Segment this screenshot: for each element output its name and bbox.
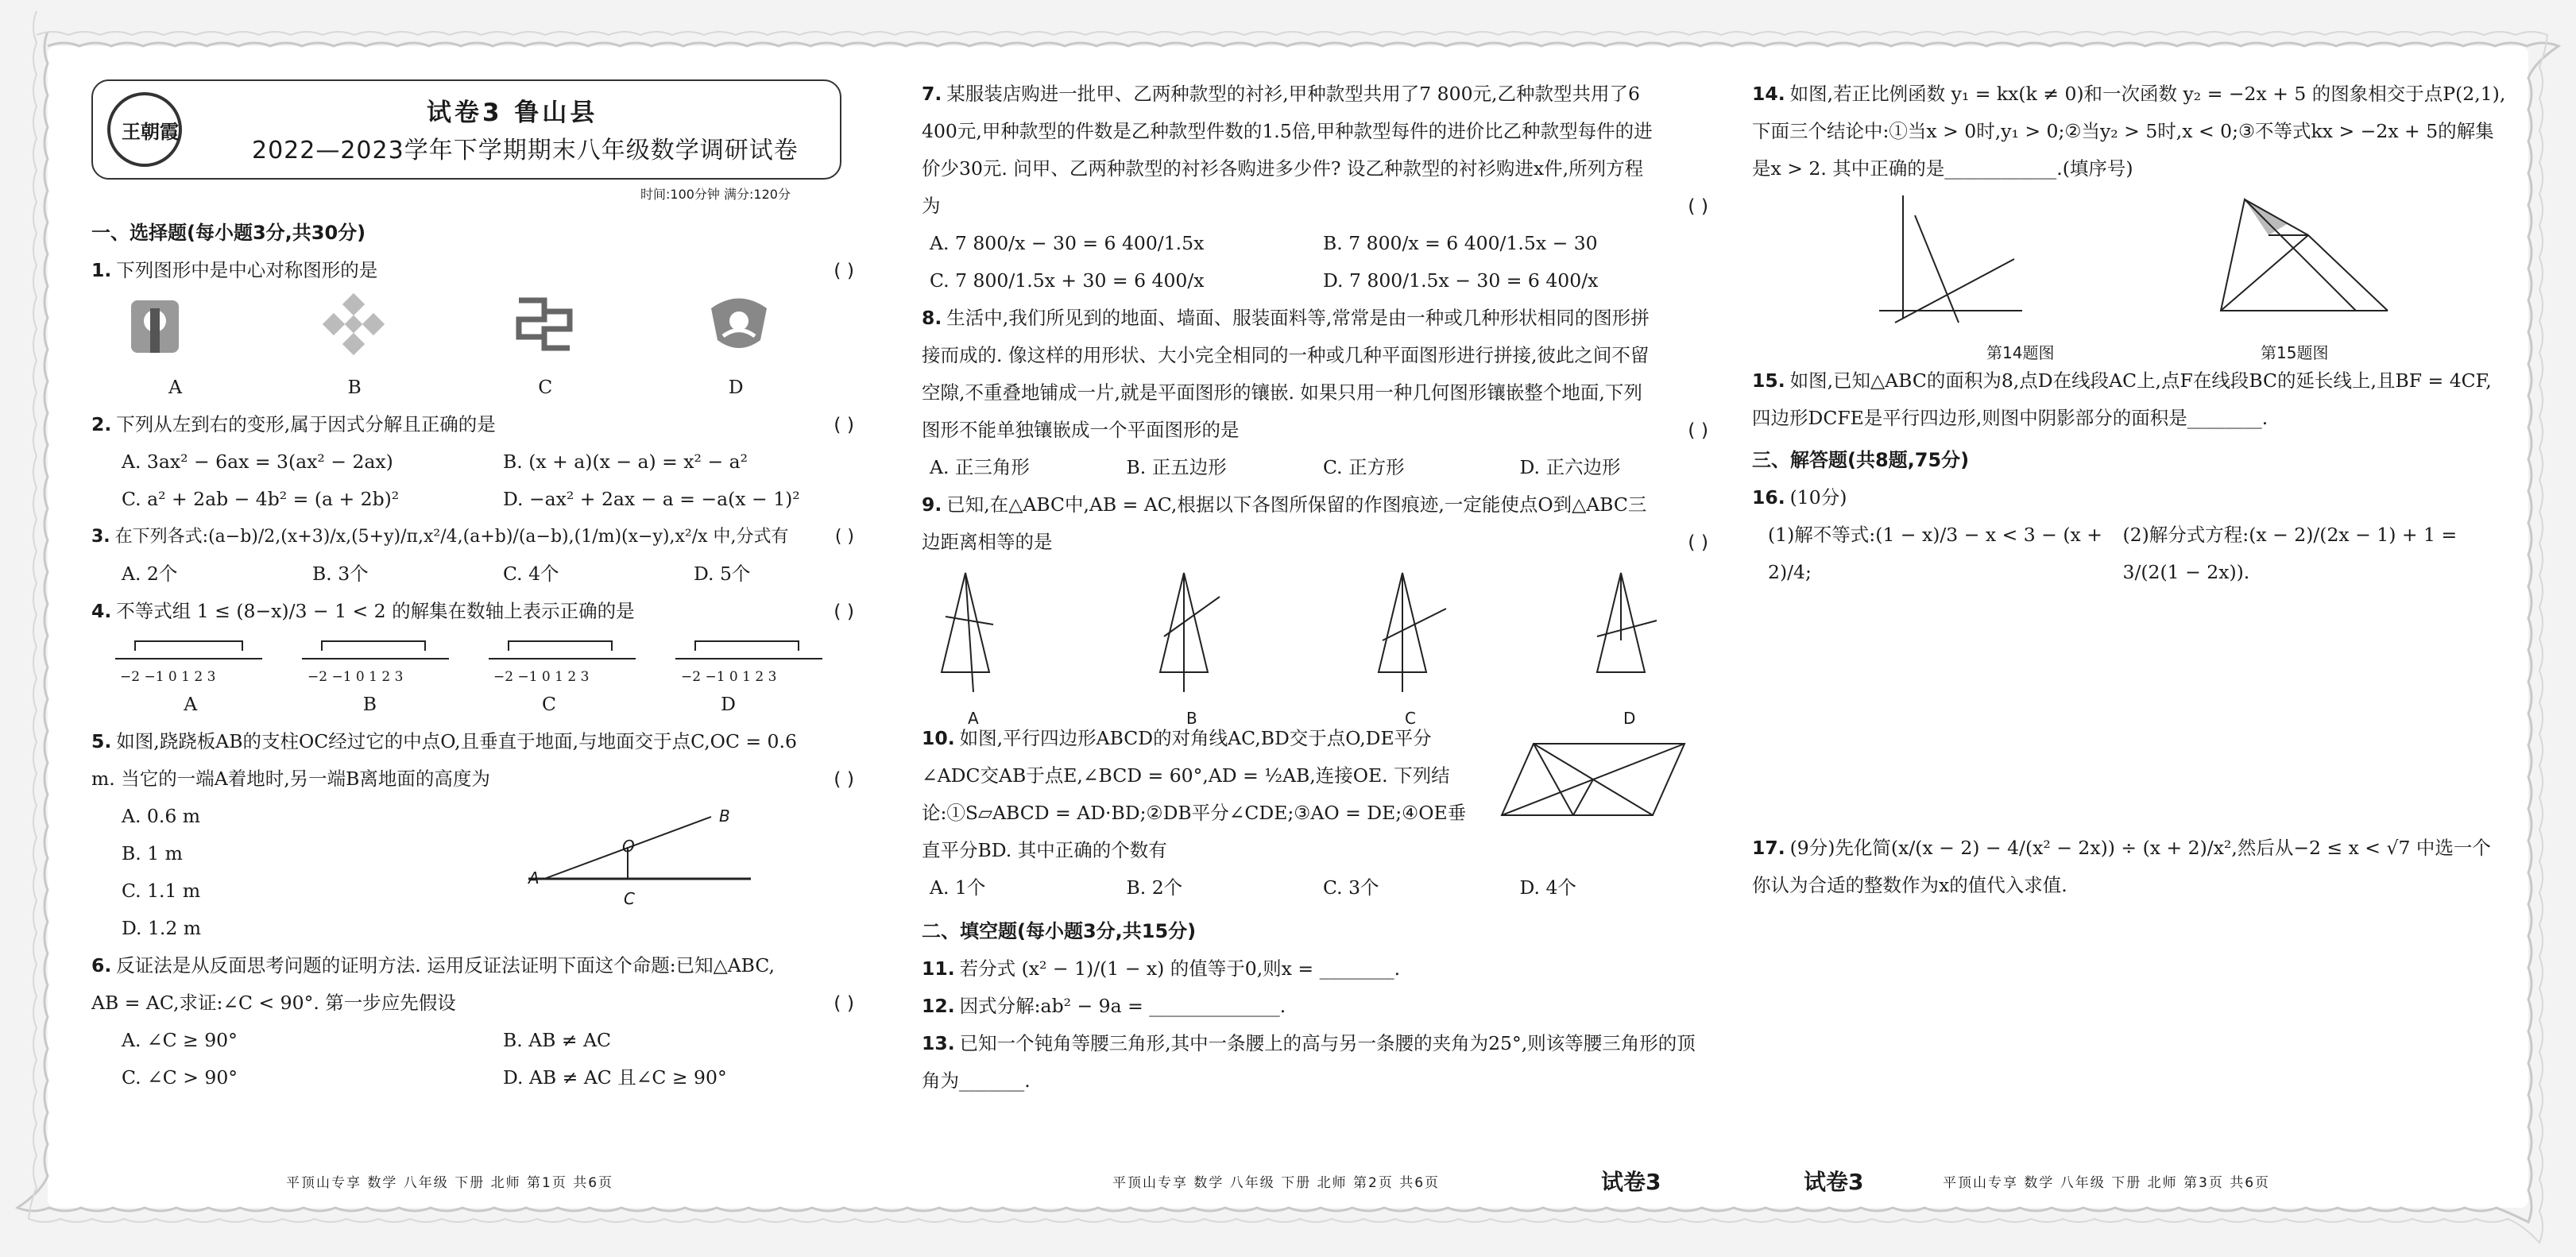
q3-text: 在下列各式:(a−b)/2,(x+3)/x,(5+y)/π,x²/4,(a+b)/(a−b),(1/m)(x−y),x²/x 中,分式有 bbox=[114, 527, 789, 547]
q6-text: 反证法是从反面思考问题的证明方法. 运用反证法证明下面这个命题:已知△ABC, AB = AC,求证:∠C < 90°. 第一步应先假设 bbox=[91, 954, 775, 1014]
parallelogram-figure bbox=[1494, 736, 1692, 831]
q7-option-c: C. 7 800/1.5x + 30 = 6 400/x bbox=[930, 269, 1205, 292]
figure-a-icon bbox=[123, 292, 187, 356]
q8-options bbox=[922, 449, 1708, 486]
q4-ticks-a: −2 −1 0 1 2 3 bbox=[120, 669, 216, 685]
question-7: 7. 某服装店购进一批甲、乙两种款型的衬衫,甲种款型共用了7 800元,乙种款型共用了6 400元,甲种款型的件数是乙种款型件数的1.5倍,甲种款型每件的进价比乙种款型每件的进价少30元. 问甲、乙两种款型的衬衫各购进多少件? 设乙种款型的衬衫购进x件,所列方程为 ( ) bbox=[922, 75, 1708, 225]
q2-option-c: C. a² + 2ab − 4b² = (a + 2b)² bbox=[122, 488, 400, 510]
q5-option-d: D. 1.2 m bbox=[122, 917, 202, 939]
question-16: 16. (10分) bbox=[1752, 486, 1847, 509]
q9-text: 已知,在△ABC中,AB = AC,根据以下各图所保留的作图痕迹,一定能使点O到△ABC三边距离相等的是 bbox=[922, 493, 1647, 553]
fig-label-a: A bbox=[528, 868, 540, 888]
q6-option-d: D. AB ≠ AC 且∠C ≥ 90° bbox=[503, 1066, 727, 1089]
q3-option-c: C. 4个 bbox=[503, 563, 559, 585]
answer-space bbox=[1752, 591, 2507, 830]
footer-page-3: 平顶山专享 数学 八年级 下册 北师 第3页 共6页 bbox=[1943, 1175, 2271, 1191]
figure-c-icon bbox=[512, 292, 576, 356]
answer-bracket: ( ) bbox=[834, 600, 854, 622]
seal-text: 王朝霞 bbox=[122, 120, 179, 143]
q9-label-d: D bbox=[1623, 709, 1636, 728]
q10-option-b: B. 2个 bbox=[1126, 876, 1183, 899]
section-1-title: 一、选择题(每小题3分,共30分) bbox=[91, 222, 366, 244]
q1-label-c: C bbox=[538, 376, 553, 398]
question-11: 11. 若分式 (x² − 1)/(1 − x) 的值等于0,则x = ________. bbox=[922, 957, 1401, 980]
q8-option-d: D. 正六边形 bbox=[1519, 456, 1621, 478]
question-5: 5. 如图,跷跷板AB的支柱OC经过它的中点O,且垂直于地面,与地面交于点C,OC = 0.6 m. 当它的一端A着地时,另一端B离地面的高度为 ( ) bbox=[91, 723, 854, 798]
q8-option-b: B. 正五边形 bbox=[1126, 456, 1227, 478]
q2-option-d: D. −ax² + 2ax − a = −a(x − 1)² bbox=[503, 488, 800, 510]
q9-figures bbox=[922, 561, 1708, 728]
q4-label-b: B bbox=[362, 693, 377, 715]
answer-bracket: ( ) bbox=[1688, 195, 1708, 217]
q5-block bbox=[91, 798, 854, 947]
footer-exam-label-3: 试卷3 bbox=[1804, 1169, 1864, 1195]
q6-option-a: A. ∠C ≥ 90° bbox=[122, 1029, 238, 1051]
q9-label-c: C bbox=[1405, 709, 1416, 728]
q8-option-c: C. 正方形 bbox=[1323, 456, 1405, 478]
question-9: 9. 已知,在△ABC中,AB = AC,根据以下各图所保留的作图痕迹,一定能使点O到△ABC三边距离相等的是 ( ) bbox=[922, 486, 1708, 561]
fig-label-b: B bbox=[719, 806, 730, 826]
q10-option-d: D. 4个 bbox=[1519, 876, 1576, 899]
q5-option-c: C. 1.1 m bbox=[122, 880, 201, 902]
q7-option-b: B. 7 800/x = 6 400/1.5x − 30 bbox=[1323, 232, 1598, 254]
question-3: 3. 在下列各式:(a−b)/2,(x+3)/x,(5+y)/π,x²/4,(a+b)/(a−b),(1/m)(x−y),x²/x 中,分式有 ( ) bbox=[91, 518, 854, 555]
q4-ticks-c: −2 −1 0 1 2 3 bbox=[493, 669, 590, 685]
q5-option-b: B. 1 m bbox=[122, 842, 183, 864]
q9-label-b: B bbox=[1186, 709, 1197, 728]
q8-text: 生活中,我们所见到的地面、墙面、服装面料等,常常是由一种或几种形状相同的图形拼接而成的. 像这样的用形状、大小完全相同的一种或几种平面图形进行拼接,彼此之间不留空隙,不重叠地铺成一片,就是平面图形的镶嵌. 如果只用一种几何图形镶嵌整个地面,下列图形不能单独镶嵌成一个平面图形的是 bbox=[922, 307, 1650, 441]
footer-page-2: 平顶山专享 数学 八年级 下册 北师 第2页 共6页 bbox=[1112, 1175, 1441, 1191]
answer-bracket: ( ) bbox=[834, 259, 854, 281]
q7-option-a: A. 7 800/x − 30 = 6 400/1.5x bbox=[930, 232, 1205, 254]
question-10: 10. 如图,平行四边形ABCD的对角线AC,BD交于点O,DE平分∠ADC交AB于点E,∠BCD = 60°,AD = ½AB,连接OE. 下列结论:①S▱ABCD = AD·BD;②DB平分∠CDE;③AO = DE;④OE垂直平分BD. 其中正确的个数有 bbox=[922, 720, 1708, 869]
question-4: 4. 不等式组 1 ≤ (8−x)/3 − 1 < 2 的解集在数轴上表示正确的是 ( ) bbox=[91, 593, 854, 630]
q8-option-a: A. 正三角形 bbox=[930, 456, 1030, 478]
q16-part-1: (1)解不等式:(1 − x)/3 − x < 3 − (x + 2)/4; bbox=[1768, 524, 2102, 583]
section-2-title: 二、填空题(每小题3分,共15分) bbox=[922, 920, 1197, 942]
exam-header bbox=[91, 79, 841, 180]
q6-options bbox=[91, 1022, 854, 1096]
question-6: 6. 反证法是从反面思考问题的证明方法. 运用反证法证明下面这个命题:已知△ABC, AB = AC,求证:∠C < 90°. 第一步应先假设 ( ) bbox=[91, 947, 854, 1022]
exam-meta: 时间:100分钟 满分:120分 bbox=[640, 187, 791, 202]
q1-label-a: A bbox=[168, 376, 183, 398]
fig-label-c: C bbox=[624, 889, 635, 908]
q12-text: 因式分解:ab² − 9a = ______________. bbox=[959, 995, 1286, 1017]
q10-option-c: C. 3个 bbox=[1323, 876, 1379, 899]
q1-figures bbox=[91, 289, 854, 369]
q13-text: 已知一个钝角等腰三角形,其中一条腰上的高与另一条腰的夹角为25°,则该等腰三角形的顶角为_______. bbox=[922, 1032, 1696, 1092]
q4-label-a: A bbox=[184, 693, 198, 715]
q16-parts bbox=[1752, 516, 2507, 591]
q7-options bbox=[922, 225, 1708, 300]
answer-bracket: ( ) bbox=[1688, 531, 1708, 553]
construction-figures bbox=[922, 561, 1708, 696]
q4-ticks-b: −2 −1 0 1 2 3 bbox=[307, 669, 404, 685]
fig14-caption: 第14题图 bbox=[1986, 343, 2055, 362]
q3-option-a: A. 2个 bbox=[122, 563, 178, 585]
footer-exam-label-2: 试卷3 bbox=[1601, 1169, 1661, 1195]
section-3-title: 三、解答题(共8题,75分) bbox=[1752, 449, 1970, 471]
q1-label-d: D bbox=[728, 376, 744, 398]
q10-option-a: A. 1个 bbox=[930, 876, 986, 899]
school-seal-logo bbox=[107, 92, 182, 167]
q5-option-a: A. 0.6 m bbox=[122, 805, 201, 827]
fig15-caption: 第15题图 bbox=[2261, 343, 2329, 362]
question-1: 1. 下列图形中是中心对称图形的是 ( ) bbox=[91, 252, 854, 289]
q5-text: 如图,跷跷板AB的支柱OC经过它的中点O,且垂直于地面,与地面交于点C,OC = 0.6 m. 当它的一端A着地时,另一端B离地面的高度为 bbox=[91, 730, 797, 790]
column-3 bbox=[1752, 75, 2507, 904]
figure-b-icon bbox=[318, 292, 389, 356]
q6-option-b: B. AB ≠ AC bbox=[503, 1029, 612, 1051]
q15-text: 如图,已知△ABC的面积为8,点D在线段AC上,点F在线段BC的延长线上,且BF = 4CF,四边形DCFE是平行四边形,则图中阴影部分的面积是________. bbox=[1752, 369, 2492, 429]
column-1 bbox=[91, 215, 854, 1096]
q4-ticks-d: −2 −1 0 1 2 3 bbox=[681, 669, 777, 685]
q10-text: 如图,平行四边形ABCD的对角线AC,BD交于点O,DE平分∠ADC交AB于点E,∠BCD = 60°,AD = ½AB,连接OE. 下列结论:①S▱ABCD = AD·BD;②DB平分∠CDE;③AO = DE;④OE垂直平分BD. 其中正确的个数有 bbox=[922, 727, 1467, 861]
q3-option-b: B. 3个 bbox=[312, 563, 369, 585]
q14-text: 如图,若正比例函数 y₁ = kx(k ≠ 0)和一次函数 y₂ = −2x + 5 的图象相交于点P(2,1),下面三个结论中:①当x > 0时,y₁ > 0;②当y₂ > 5时,x < 0;③不等式kx > −2x + 5的解集是x > 2. 其中正确的是____________.(填序号) bbox=[1752, 83, 2506, 180]
q4-text: 不等式组 1 ≤ (8−x)/3 − 1 < 2 的解集在数轴上表示正确的是 bbox=[116, 600, 635, 622]
q4-number-lines bbox=[91, 630, 854, 686]
q16-part-2: (2)解分式方程:(x − 2)/(2x − 1) + 1 = 3/(2(1 − 2x)). bbox=[2122, 524, 2458, 583]
q3-option-d: D. 5个 bbox=[694, 563, 751, 585]
q7-text: 某服装店购进一批甲、乙两种款型的衬衫,甲种款型共用了7 800元,乙种款型共用了6 400元,甲种款型的件数是乙种款型件数的1.5倍,甲种款型每件的进价比乙种款型每件的进价少30元. 问甲、乙两种款型的衬衫各购进多少件? 设乙种款型的衬衫购进x件,所列方程为 bbox=[922, 83, 1653, 217]
question-12: 12. 因式分解:ab² − 9a = ______________. bbox=[922, 995, 1286, 1017]
fig-label-o: O bbox=[622, 837, 635, 856]
q9-label-a: A bbox=[968, 709, 979, 728]
exam-title: 试卷3 鲁山县 bbox=[427, 99, 598, 127]
q1-labels bbox=[91, 369, 854, 406]
column-2 bbox=[922, 75, 1708, 1100]
q4-label-c: C bbox=[541, 693, 556, 715]
question-17: 17. (9分)先化简(x/(x − 2) − 4/(x² − 2x)) ÷ (x + 2)/x²,然后从−2 ≤ x < √7 中选一个你认为合适的整数作为x的值代入求值. bbox=[1752, 837, 2491, 896]
question-14: 14. 如图,若正比例函数 y₁ = kx(k ≠ 0)和一次函数 y₂ = −2x + 5 的图象相交于点P(2,1),下面三个结论中:①当x > 0时,y₁ > 0;②当y₂ > 5时,x < 0;③不等式kx > −2x + 5的解集是x > 2. 其中正确的是____________.(填序号) bbox=[1752, 83, 2506, 180]
q2-text: 下列从左到右的变形,属于因式分解且正确的是 bbox=[116, 413, 496, 435]
answer-bracket: ( ) bbox=[834, 992, 854, 1014]
q17-text: (9分)先化简(x/(x − 2) − 4/(x² − 2x)) ÷ (x + 2)/x²,然后从−2 ≤ x < √7 中选一个你认为合适的整数作为x的值代入求值. bbox=[1752, 837, 2491, 896]
q6-option-c: C. ∠C > 90° bbox=[122, 1066, 238, 1089]
q1-text: 下列图形中是中心对称图形的是 bbox=[116, 259, 378, 281]
q7-option-d: D. 7 800/1.5x − 30 = 6 400/x bbox=[1323, 269, 1599, 292]
q2-option-b: B. (x + a)(x − a) = x² − a² bbox=[503, 451, 748, 473]
answer-bracket: ( ) bbox=[834, 527, 854, 547]
q2-options bbox=[91, 443, 854, 518]
q4-label-d: D bbox=[721, 693, 736, 715]
figure-d-icon bbox=[703, 292, 775, 356]
q11-text: 若分式 (x² − 1)/(1 − x) 的值等于0,则x = ________. bbox=[959, 957, 1401, 980]
figures-14-15 bbox=[1752, 188, 2507, 362]
q16-text: (10分) bbox=[1789, 486, 1847, 509]
question-13: 13. 已知一个钝角等腰三角形,其中一条腰上的高与另一条腰的夹角为25°,则该等腰三角形的顶角为_______. bbox=[922, 1032, 1696, 1092]
answer-bracket: ( ) bbox=[834, 413, 854, 435]
answer-bracket: ( ) bbox=[834, 768, 854, 790]
fig14-graph bbox=[1871, 191, 2030, 327]
question-2: 2. 下列从左到右的变形,属于因式分解且正确的是 ( ) bbox=[91, 406, 854, 443]
q10-options bbox=[922, 869, 1708, 907]
q1-label-b: B bbox=[347, 376, 362, 398]
answer-bracket: ( ) bbox=[1688, 419, 1708, 441]
exam-subtitle: 2022—2023学年下学期期末八年级数学调研试卷 bbox=[252, 137, 799, 164]
q3-options bbox=[91, 555, 854, 593]
fig15-triangle bbox=[2213, 191, 2396, 327]
question-15: 15. 如图,已知△ABC的面积为8,点D在线段AC上,点F在线段BC的延长线上,且BF = 4CF,四边形DCFE是平行四边形,则图中阴影部分的面积是________. bbox=[1752, 369, 2492, 429]
q2-option-a: A. 3ax² − 6ax = 3(ax² − 2ax) bbox=[122, 451, 393, 473]
footer-page-1: 平顶山专享 数学 八年级 下册 北师 第1页 共6页 bbox=[286, 1175, 614, 1191]
question-8: 8. 生活中,我们所见到的地面、墙面、服装面料等,常常是由一种或几种形状相同的图形拼接而成的. 像这样的用形状、大小完全相同的一种或几种平面图形进行拼接,彼此之间不留空隙,不重叠地铺成一片,就是平面图形的镶嵌. 如果只用一种几何图形镶嵌整个地面,下列图形不能单独镶嵌成一个平面图形的是 ( ) bbox=[922, 300, 1708, 449]
